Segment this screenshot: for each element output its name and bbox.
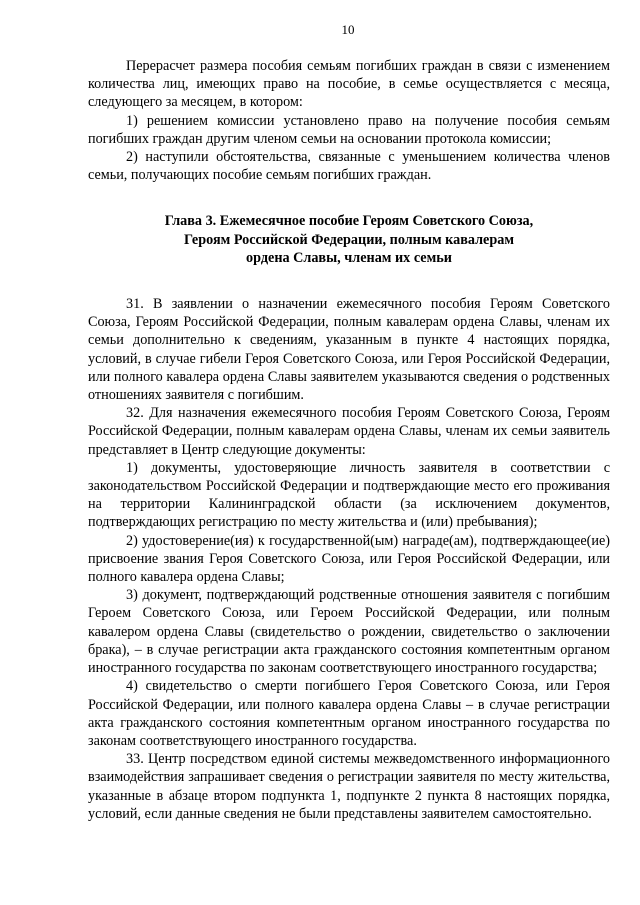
chapter-heading	[88, 212, 610, 267]
list-item-2: 2) наступили обстоятельства, связанные с уменьшением количества членов семьи, получающих пособие семьям погибших граждан.	[88, 149, 610, 184]
paragraph-32-item-4: 4) свидетельство о смерти погибшего Героя Советского Союза, или Героя Российской Федерации, или полного кавалера ордена Славы – в случае регистрации акта гражданского состояния компетентным органом иностранного государства по законам соответствующего иностранного государства.	[88, 678, 610, 749]
chapter-heading-line-3: ордена Славы, членам их семьи	[246, 249, 452, 266]
paragraph-32-item-1: 1) документы, удостоверяющие личность заявителя в соответствии с законодательством Российской Федерации и подтверждающие место его проживания на территории Калининградской области (за исключением документов, подтверждающих регистрацию по месту жительства и (или) пребывания);	[88, 459, 610, 531]
paragraph-32-item-3: 3) документ, подтверждающий родственные отношения заявителя с погибшим Героем Советского Союза, или Героем Российской Федерации, или полным кавалером ордена Славы (свидетельство о рождении, свидетельство о заключении брака), – в случае регистрации акта гражданского состояния компетентным органом иностранного государства по законам соответствующего иностранного государства;	[88, 587, 610, 677]
paragraph-recalculation: Перерасчет размера пособия семьям погибших граждан в связи с изменением количества лиц, имеющих право на пособие, в семье осуществляется с месяца, следующего за месяцем, в котором:	[88, 58, 610, 111]
paragraph-31: 31. В заявлении о назначении ежемесячного пособия Героям Советского Союза, Героям Российской Федерации, полным кавалерам ордена Славы, членам их семьи дополнительно к сведениям, указанным в пункте 4 настоящих порядка, условий, в случае гибели Героя Советского Союза, или Героя Российской Федерации, или полного кавалера ордена Славы заявителем указываются сведения о родственных отношениях заявителя с погибшим.	[88, 296, 610, 404]
chapter-heading-line-1: Глава 3. Ежемесячное пособие Героям Советского Союза,	[164, 213, 534, 230]
paragraph-33: 33. Центр посредством единой системы межведомственного информационного взаимодействия запрашивает сведения о регистрации заявителя по месту жительства, указанные в абзаце втором подпункта 1, подпункте 2 пункта 8 настоящих порядка, условий, если данные сведения не были представлены заявителем самостоятельно.	[88, 751, 610, 822]
chapter-heading-line-2: Героям Российской Федерации, полным кавалерам	[183, 231, 514, 248]
page-number: 10	[341, 22, 355, 37]
paragraph-32: 32. Для назначения ежемесячного пособия Героям Советского Союза, Героям Российской Федерации, полным кавалерам ордена Славы, членам их семьи заявитель представляет в Центр следующие документы:	[88, 405, 610, 458]
paragraph-32-item-2: 2) удостоверение(ия) к государственной(ым) награде(ам), подтверждающее(ие) присвоение звания Героя Советского Союза, или Героя Российской Федерации, или полного кавалера ордена Славы;	[88, 532, 610, 586]
list-item-1: 1) решением комиссии установлено право на получение пособия семьям погибших граждан другим членом семьи на основании протокола комиссии;	[88, 112, 610, 147]
